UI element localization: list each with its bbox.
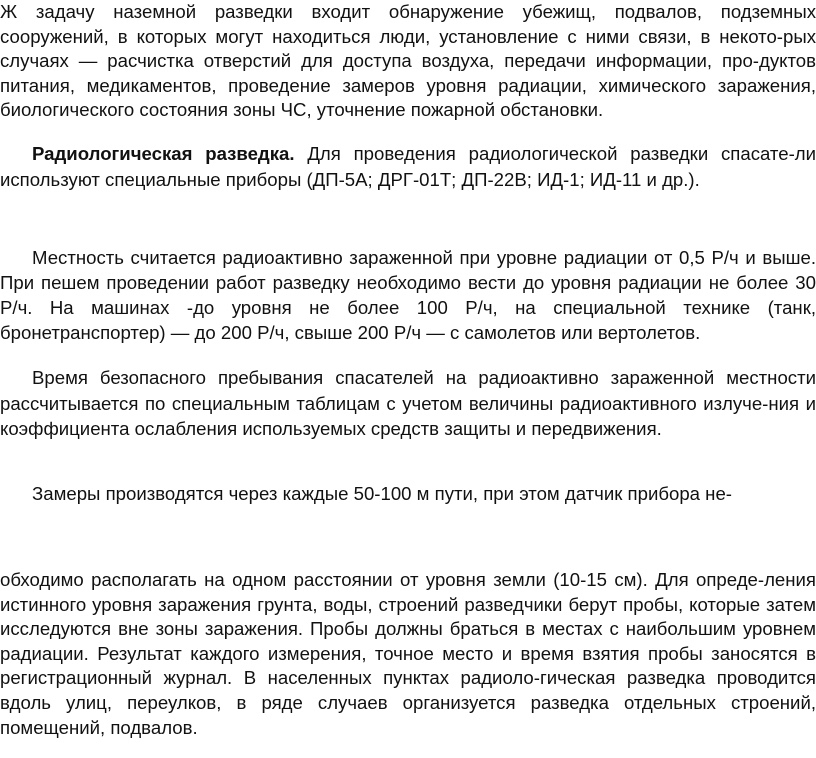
paragraph-safe-stay-time: Время безопасного пребывания спасателей на радиоактивно зараженной местности рассчитывается по специальным таблицам с учетом величины радиоактивного излуче-ния и коэффициента ослабления используемых средств защиты и передвижения. [0, 367, 816, 439]
paragraph-contamination-levels: Местность считается радиоактивно зараженной при уровне радиации от 0,5 Р/ч и выше. При пешем проведении работ разведку необходимо вести до уровня радиации не более 30 Р/ч. На машинах -до уровня не более 100 Р/ч, на специальной технике (танк, бронетранспортер) — до 200 Р/ч, свыше 200 Р/ч — с самолетов или вертолетов. [0, 247, 816, 343]
paragraph-ground-reconnaissance: Ж задачу наземной разведки входит обнаружение убежищ, подвалов, подземных сооружений, в которых могут находиться люди, установление с ними связи, в некото-рых случаях — расчистка отверстий для доступа воздуха, передачи информации, про-дуктов питания, медикаментов, проведение замеров уровня радиации, химического заражения, биологического состояния зоны ЧС, уточнение пожарной обстановки. [0, 1, 816, 120]
paragraph-sampling: обходимо располагать на одном расстоянии от уровня земли (10-15 см). Для опреде-ления истинного уровня заражения грунта, воды, строений разведчики берут пробы, которые затем исследуются вне зоны заражения. Пробы должны браться в местах с наибольшим уровнем радиации. Результат каждого измерения, точное место и время взятия пробы заносятся в регистрационный журнал. В населенных пунктах радиоло-гическая разведка проводится вдоль улиц, переулков, в ряде случаев организуется разведка отдельных строений, помещений, подвалов. [0, 569, 816, 738]
paragraph-radiological-reconnaissance [0, 141, 816, 193]
paragraph-measurements: Замеры производятся через каждые 50-100 м пути, при этом датчик прибора не- [32, 483, 732, 504]
paragraph-text: Для проведения радиологической разведки спасате-ли используют специальные приборы (ДП-5А; ДРГ-01Т; ДП-22В; ИД-1; ИД-11 и др.). [0, 143, 816, 190]
section-heading: Радиологическая разведка. [32, 143, 295, 164]
